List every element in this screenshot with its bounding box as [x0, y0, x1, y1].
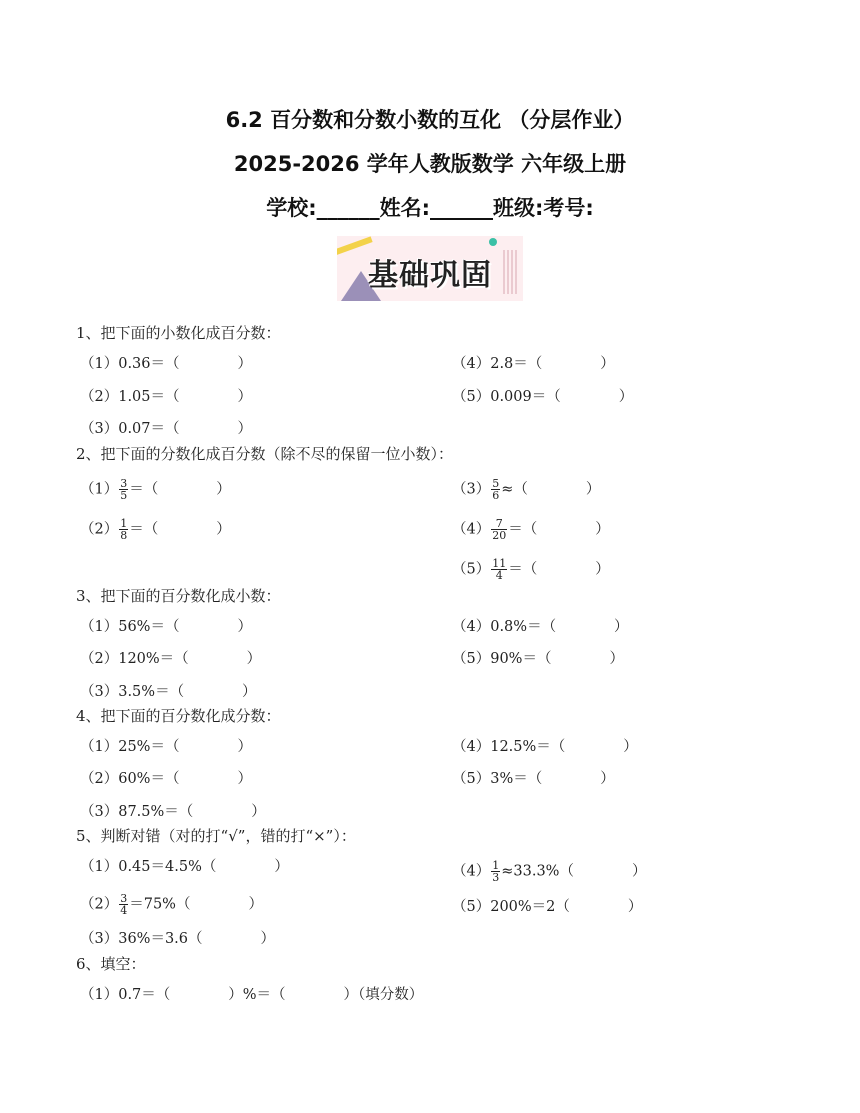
denominator: 4 — [495, 569, 503, 582]
denominator: 3 — [492, 871, 500, 884]
fraction — [491, 558, 507, 581]
numerator: 7 — [491, 518, 507, 530]
q2-item-2 — [80, 518, 231, 541]
q4-item-3: （3）87.5%＝（ ） — [80, 804, 266, 820]
question-5-title: 5、判断对错（对的打“√”，错的打“×”）： — [76, 827, 356, 845]
denominator: 4 — [120, 904, 128, 917]
q2-item-3-label: （3） — [452, 481, 491, 498]
q4-item-1: （1）25%＝（ ） — [80, 739, 252, 755]
q4-item-4: （4）12.5%＝（ ） — [452, 739, 638, 755]
q5-item-2-label: （2） — [80, 896, 119, 913]
q1-item-1: （1）0.36＝（ ） — [80, 356, 253, 372]
q5-item-2 — [80, 893, 263, 916]
q2-item-4-label: （4） — [452, 521, 491, 538]
fraction — [491, 478, 500, 501]
q5-item-2-answer: ＝75%（ ） — [129, 896, 263, 913]
q2-item-3 — [452, 478, 600, 501]
student-info-line: 学校:______姓名:______班级:考号: — [266, 196, 594, 220]
q3-item-4: （4）0.8%＝（ ） — [452, 619, 629, 635]
denominator: 5 — [120, 489, 128, 502]
q4-item-2: （2）60%＝（ ） — [80, 771, 252, 787]
numerator: 3 — [120, 892, 128, 905]
question-6-title: 6、填空： — [76, 955, 146, 973]
q1-item-4: （4）2.8＝（ ） — [452, 356, 615, 372]
fraction — [491, 518, 507, 541]
q2-item-4 — [452, 518, 610, 541]
question-1-title: 1、把下面的小数化成百分数： — [76, 324, 281, 342]
q5-item-3: （3）36%＝3.6（ ） — [80, 931, 276, 947]
denominator: 8 — [120, 529, 128, 542]
q2-item-2-answer: ＝（ ） — [129, 521, 231, 538]
numerator: 1 — [492, 859, 500, 872]
q5-item-4-answer: ≈33.3%（ ） — [501, 863, 647, 880]
numerator: 1 — [120, 517, 128, 530]
q3-item-3: （3）3.5%＝（ ） — [80, 684, 257, 700]
q2-item-3-answer: ≈（ ） — [501, 481, 601, 498]
question-2-title: 2、把下面的分数化成百分数（除不尽的保留一位小数）： — [76, 445, 454, 463]
q4-item-5: （5）3%＝（ ） — [452, 771, 615, 787]
q5-item-4 — [452, 860, 646, 883]
numerator: 3 — [120, 477, 128, 490]
fraction — [491, 860, 500, 883]
fraction — [119, 893, 128, 916]
question-4-title: 4、把下面的百分数化成分数： — [76, 707, 281, 725]
q2-item-1 — [80, 478, 231, 501]
q5-item-1: （1）0.45＝4.5%（ ） — [80, 859, 289, 875]
banner-dot-decoration — [489, 238, 497, 246]
section-banner — [337, 236, 523, 301]
q2-item-5-label: （5） — [452, 561, 491, 578]
denominator: 6 — [492, 489, 500, 502]
q1-item-2: （2）1.05＝（ ） — [80, 389, 253, 405]
fraction — [119, 518, 128, 541]
numerator: 5 — [492, 477, 500, 490]
q5-item-4-label: （4） — [452, 863, 491, 880]
q2-item-4-answer: ＝（ ） — [508, 521, 610, 538]
q3-item-2: （2）120%＝（ ） — [80, 651, 262, 667]
q5-item-5: （5）200%＝2（ ） — [452, 899, 643, 915]
q2-item-5-answer: ＝（ ） — [508, 561, 610, 578]
numerator: 11 — [492, 557, 507, 570]
q1-item-5: （5）0.009＝（ ） — [452, 389, 634, 405]
question-3-title: 3、把下面的百分数化成小数： — [76, 587, 281, 605]
page-subtitle: 2025-2026 学年人教版数学 六年级上册 — [233, 152, 627, 176]
q2-item-1-label: （1） — [80, 481, 119, 498]
banner-title: 基础巩固 — [368, 258, 492, 293]
fraction — [119, 478, 128, 501]
q2-item-5 — [452, 558, 610, 581]
q3-item-5: （5）90%＝（ ） — [452, 651, 624, 667]
page-title: 6.2 百分数和分数小数的互化 （分层作业） — [225, 108, 635, 132]
q2-item-1-answer: ＝（ ） — [129, 481, 231, 498]
q6-item-1: （1）0.7＝（ ）%＝（ ）（填分数） — [80, 987, 424, 1003]
q1-item-3: （3）0.07＝（ ） — [80, 421, 253, 437]
q2-item-2-label: （2） — [80, 521, 119, 538]
q3-item-1: （1）56%＝（ ） — [80, 619, 252, 635]
denominator: 20 — [492, 529, 507, 542]
